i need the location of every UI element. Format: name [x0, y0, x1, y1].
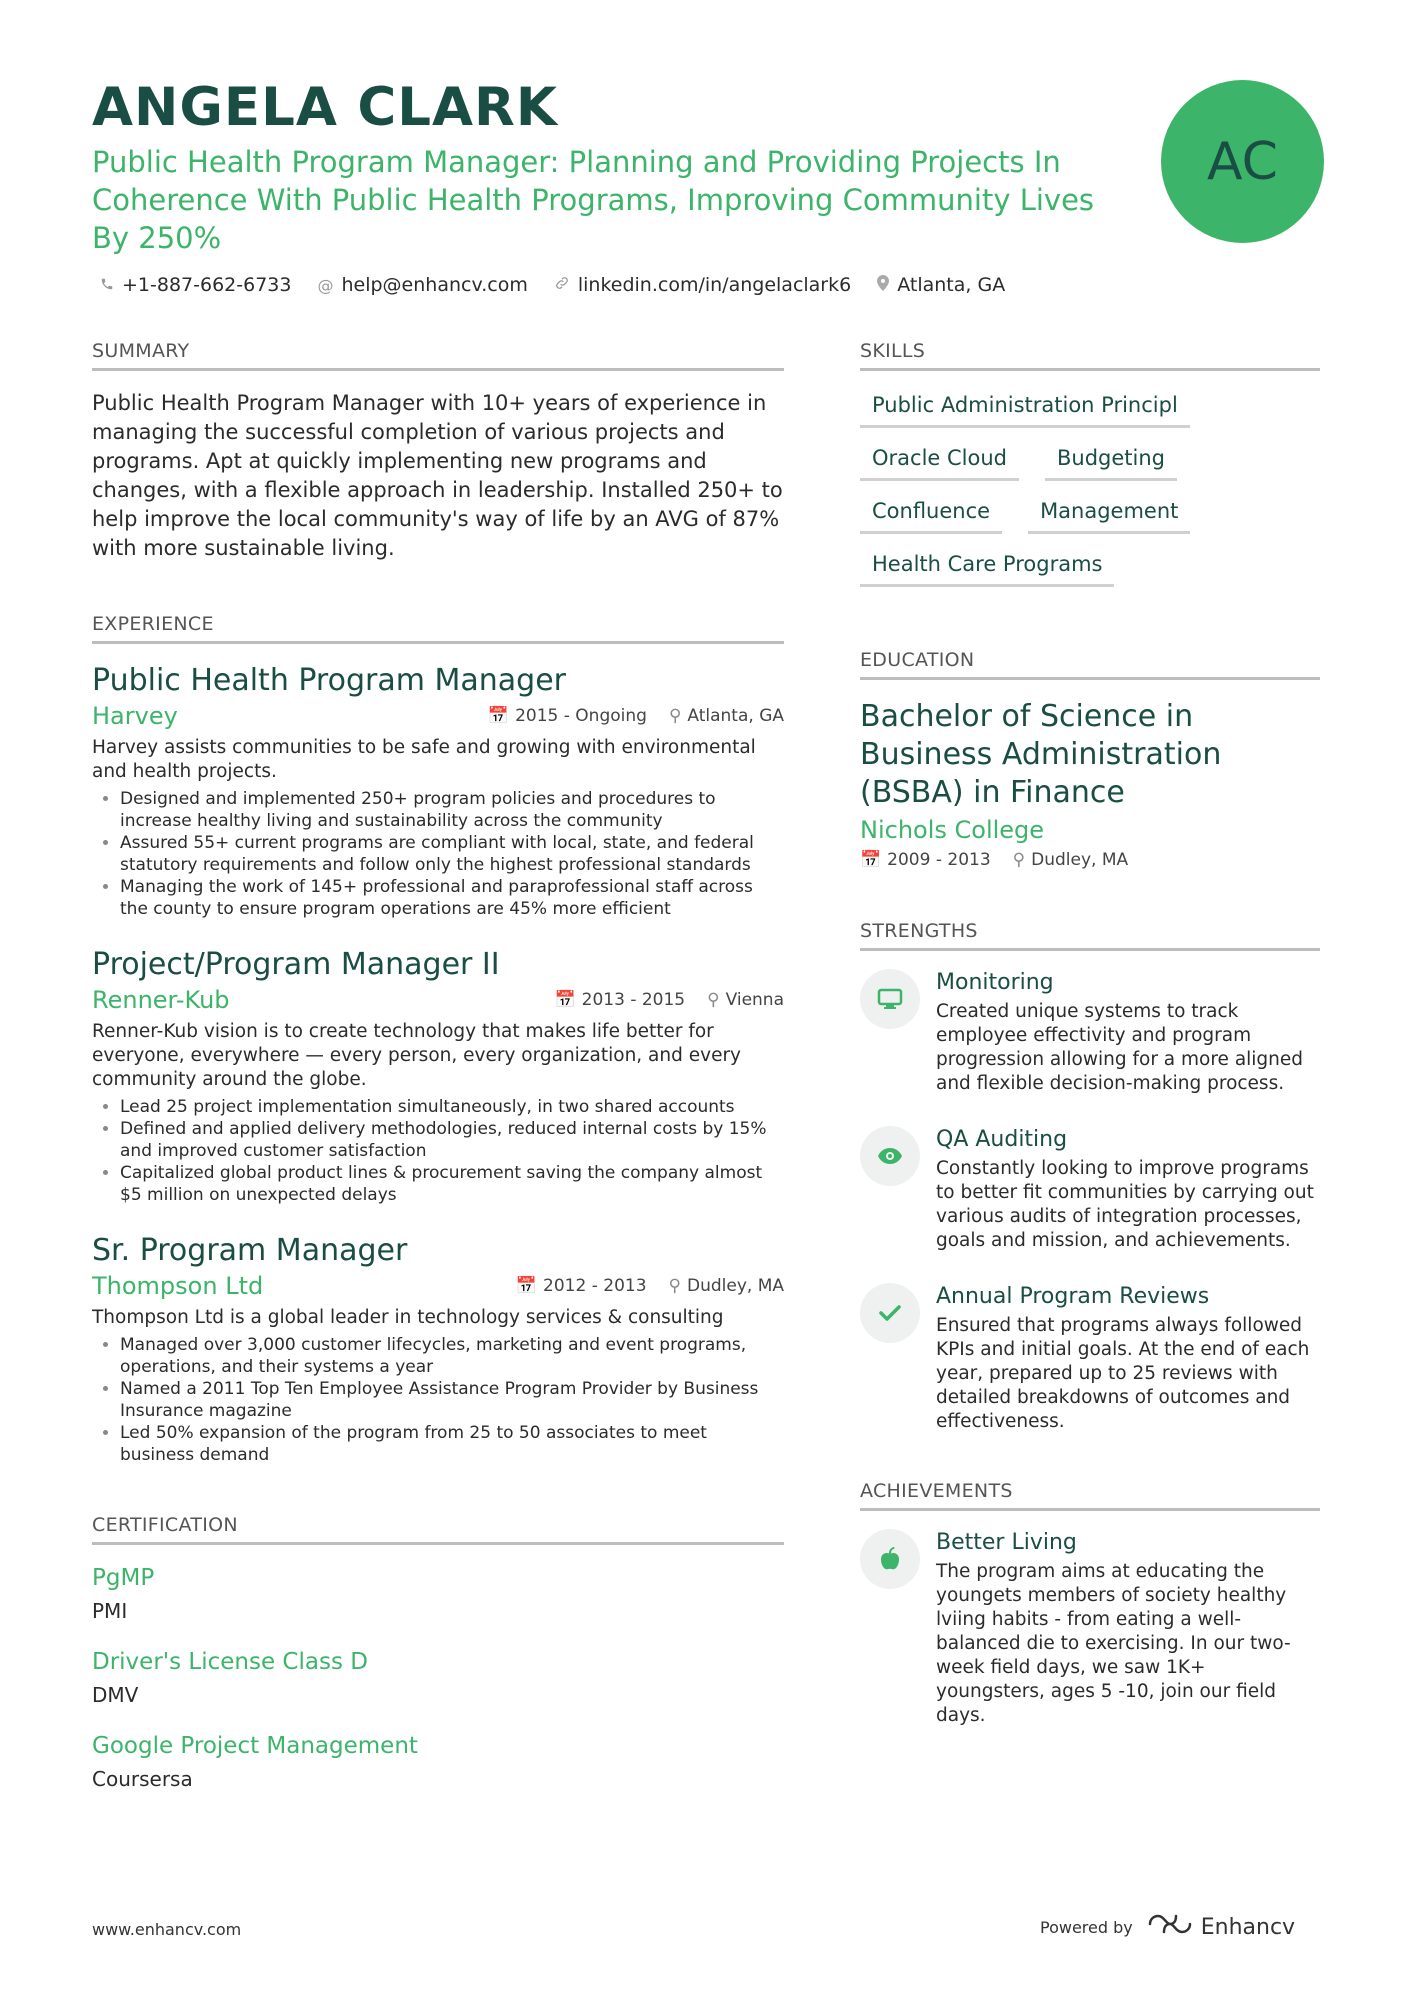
skills-list	[860, 389, 1320, 587]
location-pin-icon: ⚲	[668, 706, 682, 726]
contact-email[interactable]	[317, 274, 527, 296]
strength-item	[860, 969, 1320, 1096]
eye-icon	[860, 1126, 920, 1186]
phone-text: +1-887-662-6733	[122, 274, 292, 296]
brand-logo[interactable]	[1147, 1912, 1295, 1942]
link-icon	[554, 275, 570, 295]
job-description: Harvey assists communities to be safe and growing with environmental and health projects.	[92, 737, 756, 782]
location-pin-icon	[877, 275, 889, 295]
company-name: Harvey	[92, 702, 178, 730]
company-name: Renner-Kub	[92, 986, 230, 1014]
calendar-icon: 📅	[554, 990, 576, 1010]
avatar	[1161, 80, 1324, 243]
contact-linkedin[interactable]	[554, 274, 851, 296]
achievement-title: Better Living	[936, 1530, 1077, 1555]
strength-description: Created unique systems to track employee effectivity and program progression allowing for a more aligned and flexible decision-making process.	[936, 1001, 1304, 1094]
job-bullet: • Designed and implemented 250+ program policies and procedures to increase healthy living and sustainability across the community	[120, 788, 784, 832]
job-entry	[92, 1232, 784, 1466]
cert-name: Google Project Management	[92, 1733, 418, 1759]
experience-heading: EXPERIENCE	[92, 613, 784, 644]
cert-org: Coursersa	[92, 1767, 193, 1791]
left-column	[92, 340, 784, 1815]
cert-org: PMI	[92, 1599, 128, 1623]
cert-entry	[92, 1731, 784, 1793]
enhancv-logo-icon	[1147, 1912, 1193, 1942]
job-bullet: • Defined and applied delivery methodologies, reduced internal costs by 15% and improved customer satisfaction	[120, 1118, 784, 1162]
calendar-icon: 📅	[860, 850, 882, 870]
cert-org: DMV	[92, 1683, 139, 1707]
right-column	[860, 340, 1320, 1758]
achievements-heading: ACHIEVEMENTS	[860, 1480, 1320, 1511]
company-name: Thompson Ltd	[92, 1272, 264, 1300]
skill-tag: Budgeting	[1045, 442, 1177, 481]
job-location: Dudley, MA	[686, 1276, 784, 1296]
strength-item	[860, 1283, 1320, 1434]
strengths-heading: STRENGTHS	[860, 920, 1320, 951]
job-description: Renner-Kub vision is to create technology that makes life better for everyone, everywhere — every person, every organization, and every community around the globe.	[92, 1021, 742, 1090]
strength-item	[860, 1126, 1320, 1253]
job-bullet: • Assured 55+ current programs are compliant with local, state, and federal statutory requirements and follow only the highest professional standards	[120, 832, 784, 876]
cert-name: Driver's License Class D	[92, 1649, 368, 1675]
at-icon: @	[317, 275, 334, 295]
location-pin-icon: ⚲	[707, 990, 720, 1010]
cert-entry	[92, 1563, 784, 1625]
skill-tag: Health Care Programs	[860, 548, 1114, 587]
monitor-icon	[860, 969, 920, 1029]
job-dates: 2013 - 2015	[581, 990, 686, 1010]
location-pin-icon: ⚲	[1012, 850, 1026, 870]
achievement-description: The program aims at educating the youngets members of society healthy lviing habits - from eating a well-balanced die to exercising. In our two-week field days, we saw 1K+ youngsters, ages 5 -10, join our field days.	[936, 1561, 1291, 1726]
achievement-item	[860, 1529, 1320, 1728]
contact-bar	[100, 274, 1005, 296]
contact-phone[interactable]	[100, 274, 291, 296]
job-location: Vienna	[725, 990, 784, 1010]
skill-tag: Oracle Cloud	[860, 442, 1019, 481]
certification-heading: CERTIFICATION	[92, 1514, 784, 1545]
job-dates: 2015 - Ongoing	[515, 706, 647, 726]
job-bullet: • Lead 25 project implementation simultaneously, in two shared accounts	[120, 1096, 784, 1118]
calendar-icon: 📅	[515, 1276, 538, 1296]
job-bullet: • Managing the work of 145+ professional and paraprofessional staff across the county to ensure program operations are 45% more efficient	[120, 876, 784, 920]
skills-heading: SKILLS	[860, 340, 1320, 371]
email-text: help@enhancv.com	[341, 274, 528, 296]
skill-tag: Public Administration Principl	[860, 389, 1190, 428]
job-title: Public Health Program Manager	[92, 663, 566, 698]
brand-name: Enhancv	[1200, 1914, 1296, 1940]
edu-location: Dudley, MA	[1031, 850, 1129, 870]
cert-name: PgMP	[92, 1565, 155, 1591]
education-entry	[860, 698, 1320, 870]
linkedin-text: linkedin.com/in/angelaclark6	[577, 274, 852, 296]
job-bullet: • Named a 2011 Top Ten Employee Assistance Program Provider by Business Insurance magazine	[120, 1378, 784, 1422]
location-pin-icon: ⚲	[668, 1276, 681, 1296]
summary-text: Public Health Program Manager with 10+ years of experience in managing the successful completion of various projects and programs. Apt at quickly implementing new programs and changes, with a flexible approach in leadership. Installed 250+ to help improve the local community's way of life by an AVG of 87% with more sustainable living.	[92, 391, 783, 560]
avatar-initials: AC	[1207, 131, 1278, 192]
phone-icon	[100, 276, 114, 295]
candidate-name: ANGELA CLARK	[92, 77, 558, 138]
headline: Public Health Program Manager: Planning and Providing Projects In Coherence With Public Health Programs, Improving Community Lives By 250%	[92, 145, 1095, 255]
job-bullet: • Capitalized global product lines & procurement saving the company almost $5 million on unexpected delays	[120, 1162, 784, 1206]
powered-by-label: Powered by	[1040, 1917, 1133, 1937]
footer-branding	[1040, 1912, 1295, 1942]
skill-tag: Confluence	[860, 495, 1002, 534]
strength-description: Constantly looking to improve programs to better fit communities by carrying out various audits of integration processes, goals and mission, and achievements.	[936, 1158, 1314, 1251]
strength-title: Annual Program Reviews	[936, 1284, 1210, 1309]
strength-title: Monitoring	[936, 970, 1054, 995]
job-dates: 2012 - 2013	[543, 1276, 647, 1296]
job-entry	[92, 662, 784, 920]
job-location: Atlanta, GA	[687, 706, 784, 726]
job-title: Project/Program Manager II	[92, 947, 500, 982]
strength-title: QA Auditing	[936, 1127, 1068, 1152]
strength-description: Ensured that programs always followed KPIs and initial goals. At the end of each year, prepared up to 25 reviews with detailed breakdowns of outcomes and effectiveness.	[936, 1315, 1310, 1432]
education-heading: EDUCATION	[860, 649, 1320, 680]
footer-website[interactable]: www.enhancv.com	[92, 1920, 242, 1939]
apple-icon	[860, 1529, 920, 1589]
school-name: Nichols College	[860, 816, 1045, 844]
job-bullets	[92, 1334, 784, 1466]
job-bullets	[92, 788, 784, 920]
job-entry	[92, 946, 784, 1206]
degree: Bachelor of Science in Business Administration (BSBA) in Finance	[860, 699, 1222, 810]
skill-tag: Management	[1028, 495, 1190, 534]
contact-location	[877, 274, 1005, 296]
job-bullet: • Managed over 3,000 customer lifecycles, marketing and event programs, operations, and their systems a year	[120, 1334, 784, 1378]
job-bullets	[92, 1096, 784, 1206]
summary-heading: SUMMARY	[92, 340, 784, 371]
cert-entry	[92, 1647, 784, 1709]
job-bullet: • Led 50% expansion of the program from 25 to 50 associates to meet business demand	[120, 1422, 784, 1466]
location-text: Atlanta, GA	[897, 274, 1006, 296]
check-icon	[860, 1283, 920, 1343]
calendar-icon: 📅	[487, 706, 510, 726]
job-description: Thompson Ltd is a global leader in technology services & consulting	[92, 1307, 724, 1328]
edu-dates: 2009 - 2013	[887, 850, 991, 870]
job-title: Sr. Program Manager	[92, 1233, 408, 1268]
